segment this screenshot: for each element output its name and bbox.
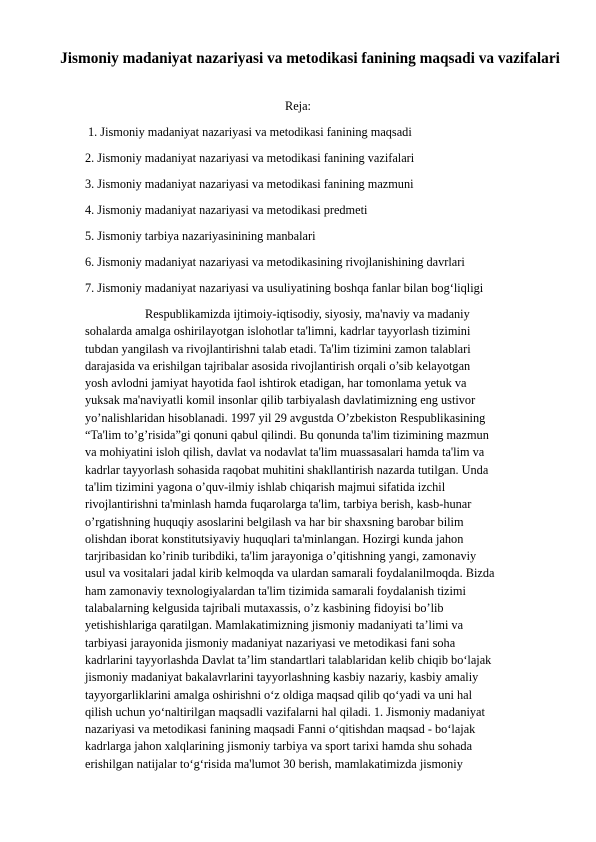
body-line: yosh avlodni jamiyat hayotida faol ishtirok etadigan, har tomonlama yetuk va (85, 376, 467, 391)
body-line: ta'lim tizimini yagona o’quv-ilmiy ishlab chiqarish majmui sifatida izchil (85, 479, 446, 494)
body-line: olishdan iborat konstitutsiyaviy huquqlari ta'minlangan. Hozirgi kunda jahon (85, 531, 464, 546)
plan-item: 5. Jismoniy tarbiya nazariyasinining manbalari (85, 229, 316, 243)
body-line: erishilgan natijalar to‘g‘risida ma'lumot 30 berish, mamlakatimizda jismoniy (85, 756, 463, 771)
body-line: yo’nalishlaridan hisoblanadi. 1997 yil 29 avgustda O’zbekiston Respublikasining (85, 410, 486, 425)
plan-item: 6. Jismoniy madaniyat nazariyasi va metodikasining rivojlanishining davrlari (85, 255, 465, 269)
plan-item: 4. Jismoniy madaniyat nazariyasi va metodikasi predmeti (85, 203, 368, 217)
body-line: rivojlantirishni ta'minlash hamda fuqarolarga ta'lim, tarbiya berish, kasb-hunar (85, 497, 472, 512)
plan-item: 3. Jismoniy madaniyat nazariyasi va metodikasi fanining mazmuni (85, 177, 414, 191)
body-line: “Ta'lim to’g’risida”gi qonuni qabul qilindi. Bu qonunda ta'lim tizimining mazmun (85, 428, 489, 443)
body-line: darajasida va erishilgan tajribalar asosida rivojlantirish orqali o’sib kelayotgan (85, 358, 471, 373)
plan-item: 7. Jismoniy madaniyat nazariyasi va usuliyatining boshqa fanlar bilan bog‘liqligi (85, 281, 484, 295)
body-line: tarjribasidan ko’rinib turibdiki, ta'lim jarayoniga o’qitishning yangi, zamonaviy (85, 549, 477, 564)
body-line: kadrlarga jahon xalqlarining jismoniy tarbiya va sport tarixi hamda shu sohada (85, 739, 473, 754)
body-line: sohalarda amalga oshirilayotgan islohotlar ta'limni, kadrlar tayyorlash tizimini (85, 324, 471, 339)
body-line: usul va vositalari jadal kirib kelmoqda va ulardan samarali foydalanilmoqda. Bizda (85, 566, 495, 581)
body-line: va mohiyatini isloh qilish, davlat va nodavlat ta'lim muassasalari hamda ta'lim va (85, 445, 485, 460)
body-paragraph (85, 306, 525, 773)
body-line: kadrlarini tayyorlashda Davlat ta’lim standartlari talablaridan kelib chiqib bo‘lajak (85, 652, 492, 667)
document-title: Jismoniy madaniyat nazariyasi va metodikasi fanining maqsadi va vazifalari (60, 50, 560, 67)
body-line: o’rgatishning huquqiy asoslarini belgilash va har bir shaxsning barobar bilim (85, 514, 464, 529)
body-line: tayyorgarliklarini amalga oshirishni o‘z oldiga maqsad qilib qo‘yadi va uni hal (85, 687, 473, 702)
body-line: talabalarning kelgusida tajribali mutaxassis, o’z kasbining fidoyisi bo’lib (85, 601, 444, 616)
plan-item: 1. Jismoniy madaniyat nazariyasi va metodikasi fanining maqsadi (88, 125, 412, 139)
body-line: jismoniy madaniyat bakalavrlarini tayyorlashning kasbiy nazariy, kasbiy amaliy (85, 670, 479, 685)
body-line: tarbiyasi jarayonida jismoniy madaniyat nazariyasi ve metodikasi fani soha (85, 635, 456, 650)
body-line: yuksak ma'naviyatli komil insonlar qilib tarbiyalash davlatimizning eng ustivor (85, 393, 476, 408)
body-line: qilish uchun yo‘naltirilgan maqsadli vazifalarni hal qiladi. 1. Jismoniy madaniyat (85, 704, 485, 719)
body-line: tubdan yangilash va rivojlantirishni talab etadi. Ta'lim tizimini zamon talablari (85, 341, 471, 356)
plan-item: 2. Jismoniy madaniyat nazariyasi va metodikasi fanining vazifalari (85, 151, 415, 165)
body-line: ham zamonaviy texnologiyalardan ta'lim tizimida samarali foydalanish tizimi (85, 583, 466, 598)
body-line: nazariyasi va metodikasi fanining maqsadi Fanni o‘qitishdan maqsad - bo‘lajak (85, 722, 476, 737)
plan-list (85, 124, 483, 306)
body-line: yetishishlariga qaratilgan. Mamlakatimizning jismoniy madaniyati ta’limi va (85, 618, 464, 633)
body-line: Respublikamizda ijtimoiy-iqtisodiy, siyosiy, ma'naviy va madaniy (145, 307, 470, 321)
body-line: kadrlar tayyorlash sohasida raqobat muhitini shakllantirish nazarda tutilgan. Unda (85, 462, 489, 477)
plan-heading: Reja: (285, 99, 311, 113)
